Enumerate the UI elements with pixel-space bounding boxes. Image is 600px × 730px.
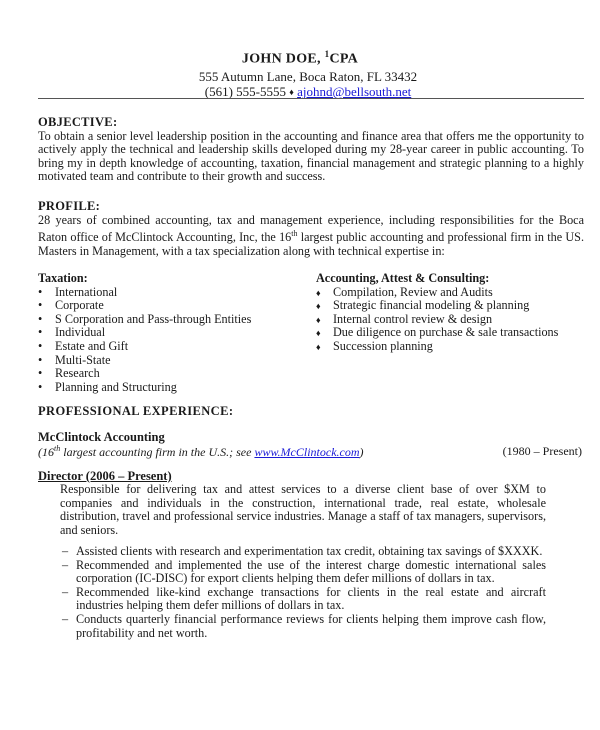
list-item: – Conducts quarterly financial performance reviews for clients helping them improve cash flow, profitability and net worth.: [62, 613, 546, 640]
list-item: – Recommended like-kind exchange transactions for clients in the real estate and aircraft industries helping them defer millions of dollars in tax.: [62, 586, 546, 613]
firm-years: (1980 – Present): [502, 444, 582, 458]
firm-website-link[interactable]: www.McClintock.com: [254, 445, 360, 459]
list-item: ♦ Strategic financial modeling & planning: [316, 298, 530, 313]
achievement-list: [62, 545, 546, 640]
accounting-list: [316, 286, 584, 354]
list-item: ♦ Succession planning: [316, 338, 433, 353]
list-item: • Individual: [38, 326, 308, 340]
taxation-list: [38, 286, 308, 395]
objective-section: [38, 116, 584, 184]
objective-text: To obtain a senior level leadership position in the accounting and finance area that offers me the opportunity to actively apply the technical and leadership skills developed during my 28-year career in public accounting. To bring my in depth knowledge of accounting, taxation, financial management and strategic planning to a highly motivated team and contribute to their growth and success.: [38, 128, 584, 184]
profile-heading: PROFILE:: [38, 199, 101, 213]
list-item: • Estate and Gift: [38, 340, 308, 354]
taxation-column: [38, 272, 308, 394]
diamond-bullet-icon: ♦: [316, 341, 321, 352]
experience-heading: PROFESSIONAL EXPERIENCE:: [38, 404, 234, 418]
list-item: ♦ Due diligence on purchase & sale transactions: [316, 325, 559, 340]
firm-name: McClintock Accounting: [38, 430, 165, 444]
list-item: ♦ Internal control review & design: [316, 311, 493, 326]
diamond-bullet-icon: ♦: [316, 301, 321, 312]
diamond-bullet-icon: ♦: [316, 314, 321, 325]
taxation-heading: Taxation:: [38, 271, 88, 285]
header-divider: [38, 98, 584, 99]
diamond-icon: ♦: [289, 86, 294, 97]
candidate-address: 555 Autumn Lane, Boca Raton, FL 33432: [198, 68, 418, 84]
diamond-bullet-icon: ♦: [316, 328, 321, 339]
list-item: • Corporate: [38, 299, 308, 313]
list-item: – Assisted clients with research and experimentation tax credit, obtaining tax savings of $XXXK.: [62, 545, 546, 559]
firm-description: (16th largest accounting firm in the U.S.; see www.McClintock.com): [38, 444, 364, 459]
diamond-bullet-icon: ♦: [316, 287, 321, 298]
phone-number: (561) 555-5555: [204, 83, 286, 99]
candidate-name: JOHN DOE, $^1$CPA: [241, 49, 359, 67]
objective-heading: OBJECTIVE:: [38, 115, 118, 129]
resume-header: [0, 46, 600, 100]
list-item: • International: [38, 286, 308, 300]
list-item: – Recommended and implemented the use of the interest charge domestic international sales corporation (IC-DISC) for export clients helping them defer millions of dollars in tax.: [62, 559, 546, 586]
list-item: • S Corporation and Pass-through Entities: [38, 313, 308, 327]
list-item: • Multi-State: [38, 354, 308, 368]
list-item: • Planning and Structuring: [38, 381, 308, 395]
role-description: Responsible for delivering tax and attest services to a diverse client base of over $XM to companies and individuals in the construction, international trade, real estate, wholesale distribution, travel and professional service industries. Manage a staff of tax managers, supervisors, and seniors.: [60, 482, 546, 537]
accounting-heading: Accounting, Attest & Consulting:: [316, 271, 490, 285]
list-item: • Research: [38, 367, 308, 381]
role-title: Director (2006 – Present): [38, 469, 172, 483]
accounting-column: [316, 272, 584, 354]
list-item: ♦ Compilation, Review and Audits: [316, 284, 493, 299]
profile-section: [38, 200, 584, 258]
email-link[interactable]: ajohnd@bellsouth.net: [297, 83, 412, 99]
profile-text: 28 years of combined accounting, tax and management experience, including responsibilities for the Boca Raton office of McClintock Accounting, Inc, the 16th largest public accounting and professional firm in the US. Masters in Management, with a tax specialization along with technical expertise in:: [38, 212, 585, 258]
